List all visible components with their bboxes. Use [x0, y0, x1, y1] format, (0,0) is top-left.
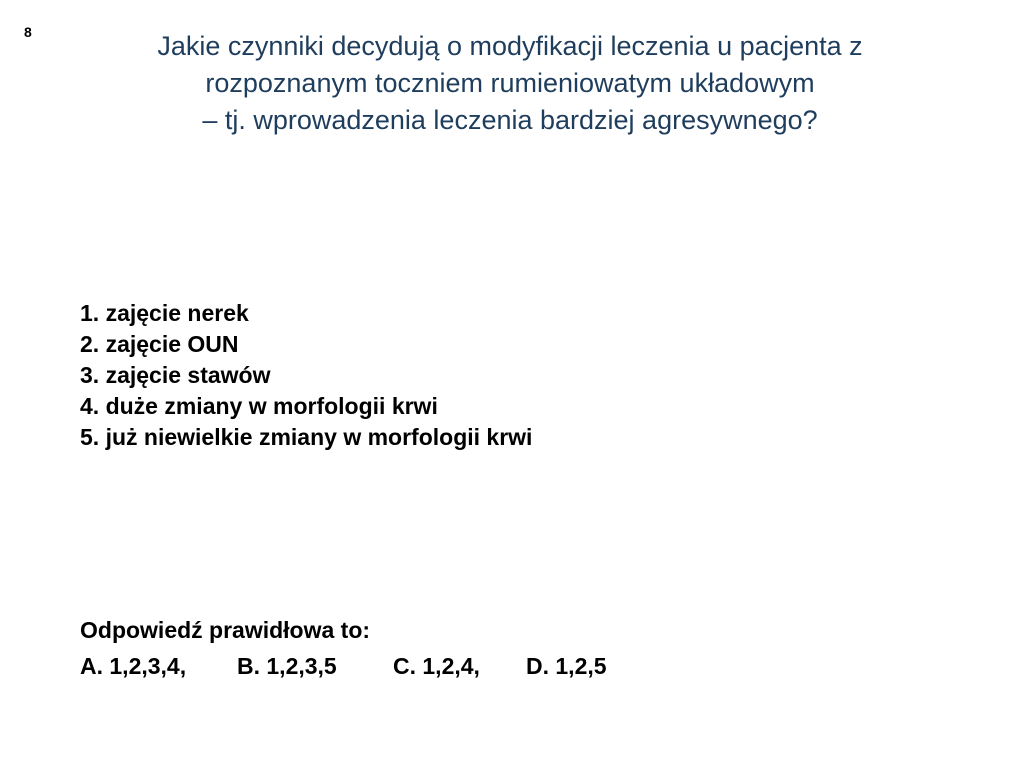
- answer-choice-b: B. 1,2,3,5: [237, 653, 337, 679]
- answer-choice-a: A. 1,2,3,4,: [80, 653, 187, 679]
- answer-prompt: Odpowiedź prawidłowa to:: [80, 617, 371, 643]
- answer-section: [80, 612, 680, 684]
- option-item-1: 1. zajęcie nerek: [80, 300, 249, 326]
- option-item-2: 2. zajęcie OUN: [80, 331, 239, 357]
- question-title-line-2: rozpoznanym toczniem rumieniowatym układowym: [205, 68, 815, 98]
- answer-choices: [80, 648, 680, 684]
- options-list: [80, 298, 532, 453]
- question-title-line-1: Jakie czynniki decydują o modyfikacji leczenia u pacjenta z: [157, 31, 863, 61]
- option-item-3: 3. zajęcie stawów: [80, 362, 271, 388]
- slide-number: 8: [24, 24, 32, 40]
- answer-choice-c: C. 1,2,4,: [393, 653, 480, 679]
- option-item-5: 5. już niewielkie zmiany w morfologii krwi: [80, 424, 533, 450]
- option-item-4: 4. duże zmiany w morfologii krwi: [80, 393, 438, 419]
- question-title: [60, 28, 960, 139]
- answer-choice-d: D. 1,2,5: [526, 653, 607, 679]
- question-title-line-3: – tj. wprowadzenia leczenia bardziej agresywnego?: [202, 105, 818, 135]
